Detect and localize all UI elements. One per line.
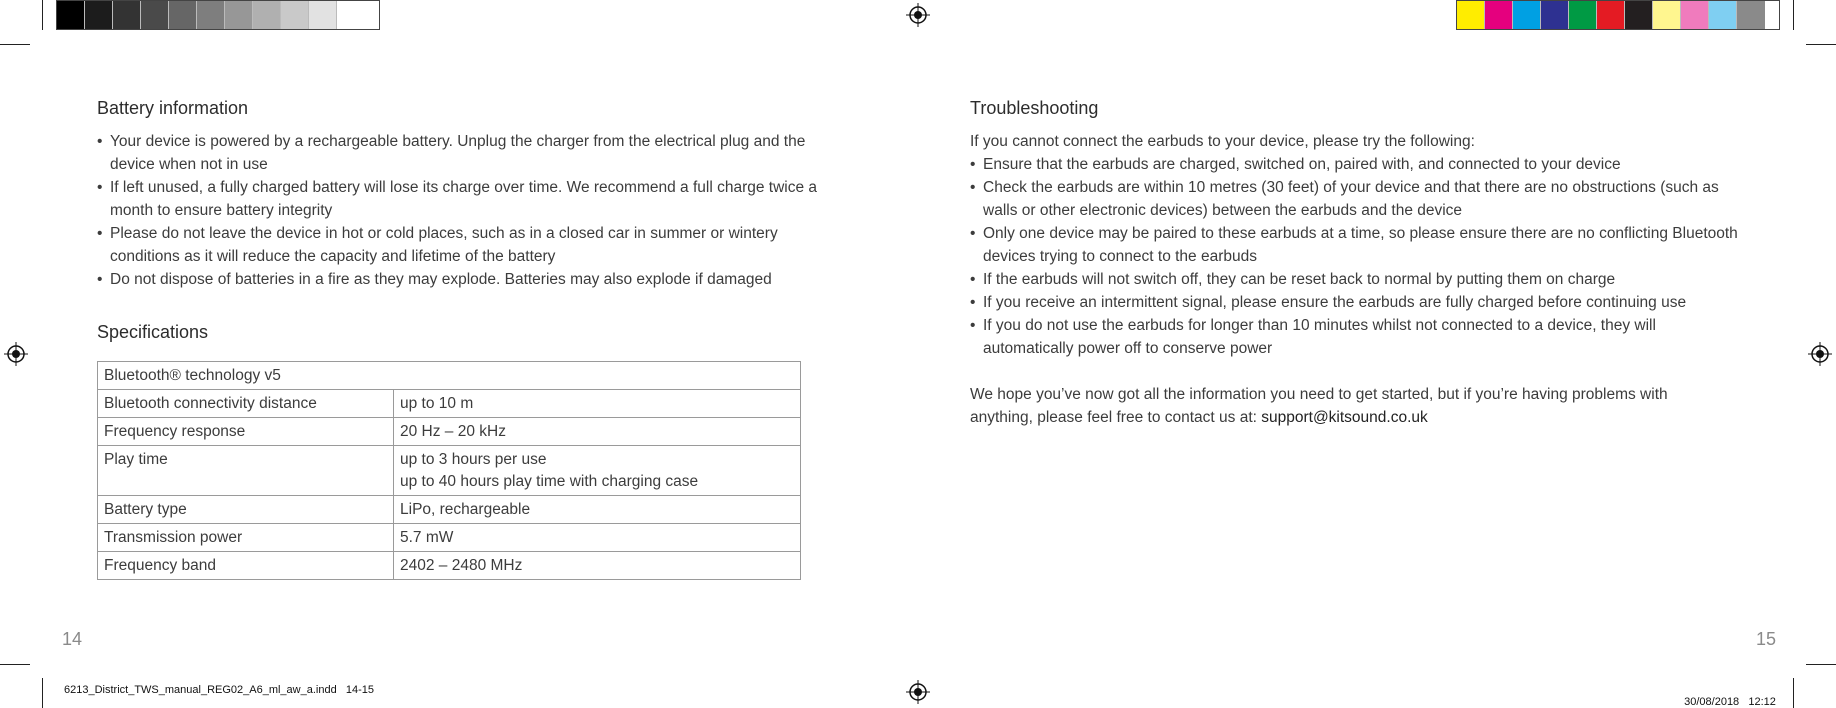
color-swatch	[337, 1, 365, 29]
list-item: • If left unused, a fully charged battery will lose its charge over time. We recommend a full charge twice a month to ensure battery integrity	[97, 176, 832, 222]
color-swatch	[1457, 1, 1485, 29]
color-swatch	[141, 1, 169, 29]
crop-mark	[42, 0, 43, 30]
battery-list	[97, 130, 832, 291]
color-swatch	[309, 1, 337, 29]
closing-paragraph	[970, 383, 1710, 429]
spec-value: LiPo, rechargeable	[394, 496, 801, 524]
battery-heading: Battery information	[97, 98, 249, 118]
list-item: • If you do not use the earbuds for longer than 10 minutes whilst not connected to a device, they will automatically power off to conserve power	[970, 314, 1740, 360]
troubleshooting-heading: Troubleshooting	[970, 98, 1099, 118]
color-swatch	[1597, 1, 1625, 29]
spec-label: Battery type	[98, 496, 394, 524]
color-bar	[1456, 0, 1780, 30]
color-swatch	[253, 1, 281, 29]
spec-value: 20 Hz – 20 kHz	[394, 418, 801, 446]
crop-mark	[0, 44, 30, 45]
list-item: • Please do not leave the device in hot or cold places, such as in a closed car in summer or wintery conditions as it will reduce the capacity and lifetime of the battery	[97, 222, 832, 268]
table-row	[98, 524, 801, 552]
grayscale-bar	[56, 0, 380, 30]
list-item: • Do not dispose of batteries in a fire as they may explode. Batteries may also explode if damaged	[97, 268, 832, 291]
specifications-table	[97, 361, 801, 580]
spec-value-line: up to 3 hours per use	[400, 451, 547, 468]
table-header-cell	[98, 362, 801, 390]
slug-time: 12:12	[1748, 696, 1776, 708]
color-swatch	[281, 1, 309, 29]
table-row	[98, 418, 801, 446]
list-item: • Ensure that the earbuds are charged, switched on, paired with, and connected to your device	[970, 153, 1740, 176]
spec-value: 5.7 mW	[394, 524, 801, 552]
crop-mark	[1793, 678, 1794, 708]
crop-mark	[42, 678, 43, 708]
crop-mark	[1806, 44, 1836, 45]
table-row	[98, 496, 801, 524]
spec-value-line: up to 40 hours play time with charging case	[400, 473, 699, 490]
color-swatch	[57, 1, 85, 29]
crop-mark	[1793, 0, 1794, 30]
table-row	[98, 362, 801, 390]
color-swatch	[113, 1, 141, 29]
table-row	[98, 446, 801, 496]
color-swatch	[1541, 1, 1569, 29]
troubleshooting-intro: If you cannot connect the earbuds to your device, please try the following:	[970, 133, 1475, 150]
table-row	[98, 552, 801, 580]
spec-label: Transmission power	[98, 524, 394, 552]
list-item: • If the earbuds will not switch off, they can be reset back to normal by putting them on charge	[970, 268, 1740, 291]
color-swatch	[225, 1, 253, 29]
list-item: • If you receive an intermittent signal, please ensure the earbuds are fully charged before continuing use	[970, 291, 1740, 314]
page-number-left: 14	[62, 629, 83, 649]
color-swatch	[1681, 1, 1709, 29]
color-swatch	[1569, 1, 1597, 29]
slug-date: 30/08/2018	[1684, 696, 1740, 708]
spec-label: Frequency band	[98, 552, 394, 580]
registration-target-icon	[1808, 342, 1832, 366]
color-swatch	[1653, 1, 1681, 29]
color-swatch	[1513, 1, 1541, 29]
list-item: • Only one device may be paired to these earbuds at a time, so please ensure there are no conflicting Bluetooth devices trying to connect to the earbuds	[970, 222, 1740, 268]
troubleshooting-list	[970, 153, 1740, 360]
list-item: • Check the earbuds are within 10 metres (30 feet) of your device and that there are no obstructions (such as walls or other electronic devices) between the earbuds and the device	[970, 176, 1740, 222]
closing-text: We hope you’ve now got all the information you need to get started, but if you’re having problems with anything, please feel free to contact us at:	[970, 386, 1668, 426]
spec-label: Bluetooth connectivity distance	[98, 390, 394, 418]
color-swatch	[1709, 1, 1737, 29]
bluetooth-version-text: Bluetooth® technology v5	[104, 367, 281, 384]
file-slug: 6213_District_TWS_manual_REG02_A6_ml_aw_a.indd 14-15	[64, 684, 375, 696]
spec-value: 2402 – 2480 MHz	[394, 552, 801, 580]
crop-mark	[1806, 664, 1836, 665]
registration-target-icon	[906, 3, 930, 27]
crop-mark	[0, 664, 30, 665]
specifications-heading: Specifications	[97, 322, 209, 342]
spec-label: Play time	[98, 446, 394, 496]
color-swatch	[1737, 1, 1765, 29]
date-slug	[1678, 684, 1776, 708]
spec-value: up to 10 m	[394, 390, 801, 418]
color-swatch	[1485, 1, 1513, 29]
list-item: • Your device is powered by a rechargeable battery. Unplug the charger from the electrical plug and the device when not in use	[97, 130, 832, 176]
color-swatch	[85, 1, 113, 29]
color-swatch	[169, 1, 197, 29]
spec-label: Frequency response	[98, 418, 394, 446]
color-swatch	[197, 1, 225, 29]
table-row	[98, 390, 801, 418]
color-swatch	[1625, 1, 1653, 29]
registration-target-icon	[906, 680, 930, 704]
page-number-right: 15	[1756, 629, 1777, 649]
registration-target-icon	[4, 342, 28, 366]
support-email-link[interactable]: support@kitsound.co.uk	[1261, 409, 1428, 426]
spec-value	[394, 446, 801, 496]
